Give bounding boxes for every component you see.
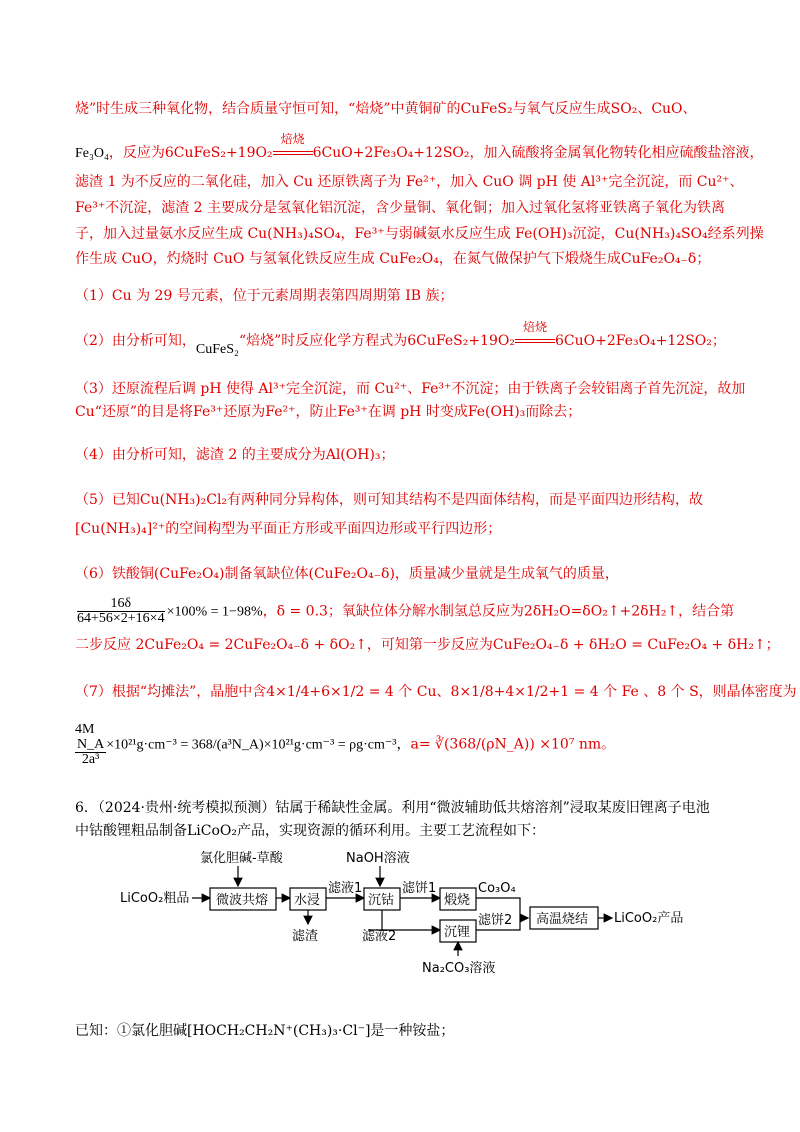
answer-2-eq-rhs: 6CuO+2Fe₃O₄+12SO₂； xyxy=(554,333,726,349)
answer-2-eq-lhs: “焙烧”时反应化学方程式为6CuFeS₂+19O₂ xyxy=(238,333,515,349)
mass-fraction: $\frac{16\delta}{64+56\times 2+16\times 4}$ xyxy=(77,596,165,626)
label-residue: 滤渣 xyxy=(292,929,319,944)
intro-line-6: 作生成 CuO，灼烧时 CuO 与氢氧化铁反应生成 CuFe₂O₄，在氮气做保护气下煅烧生成CuFe₂O₄₋δ； xyxy=(75,251,711,267)
lattice-parameter: a= ∛(368/(ρN_A)) ×10⁷ nm。 xyxy=(410,736,616,753)
label-cobalt-precip: 沉钴 xyxy=(368,893,395,908)
reagent-na2co3: Na₂CO₃溶液 xyxy=(422,961,496,976)
density-equation: ×10²¹g·cm⁻³ = 368/(a³N_A)×10²¹g·cm⁻³ = ρg·cm⁻³， xyxy=(106,737,411,753)
answer-3-line-1: （3）还原流程后调 pH 使得 Al³⁺完全沉淀，而 Cu²⁺、Fe³⁺不沉淀；由于铁离子会较铝离子首先沉淀，故加 xyxy=(75,381,746,397)
fe3o4-formula: Fe₃O₄ xyxy=(75,146,109,161)
answer-6-line-3: 二步反应 2CuFe₂O₄ = 2CuFe₂O₄₋δ + δO₂↑，可知第一步反应为CuFe₂O₄₋δ + δH₂O = CuFe₂O₄ + δH₂↑； xyxy=(75,637,780,653)
label-cake1: 滤饼1 xyxy=(402,881,437,896)
answer-3-line-2: Cu“还原”的目是将Fe³⁺还原为Fe²⁺，防止Fe³⁺在调 pH 时变成Fe(OH)₃而除去； xyxy=(75,404,582,420)
intro-line-1: 烧”时生成三种氧化物，结合质量守恒可知，“焙烧”中黄铜矿的CuFeS₂与氧气反应生成SO₂、CuO、 xyxy=(75,101,697,117)
answer-4: （4）由分析可知，滤渣 2 的主要成分为Al(OH)₃； xyxy=(75,447,395,463)
answer-5-line-1: （5）已知Cu(NH₃)₂Cl₂有两种同分异构体，则可知其结构不是四面体结构，而是平面四边形结构，故 xyxy=(75,492,704,508)
intro-line-2 xyxy=(75,132,764,165)
answer-6-line-2 xyxy=(75,597,735,626)
answer-2-lead: （2）由分析可知， xyxy=(75,333,196,349)
label-calcine: 煅烧 xyxy=(444,893,471,908)
label-filtrate1: 滤液1 xyxy=(328,881,363,896)
cufes2-formula: CuFeS₂ xyxy=(195,342,239,357)
question-6-line-1: 6．（2024·贵州·统考模拟预测）钴属于稀缺性金属。利用“微波辅助低共熔溶剂”浸取某废旧锂离子电池 xyxy=(75,800,710,816)
answer-5-line-2: [Cu(NH₃)₄]²⁺的空间构型为平面正方形或平面四边形或平行四边形； xyxy=(75,521,502,537)
label-filtrate2: 滤液2 xyxy=(362,929,397,944)
label-co3o4: Co₃O₄ xyxy=(478,881,516,896)
label-product: LiCoO₂产品 xyxy=(614,911,684,926)
answer-1: （1）Cu 为 29 号元素，位于元素周期表第四周期第 IB 族； xyxy=(75,288,454,304)
intro-reaction-rhs: 6CuO+2Fe₃O₄+12SO₂，加入硫酸将金属氧化物转化相应硫酸盐溶液， xyxy=(312,145,764,161)
answer-7-line-2 xyxy=(75,722,735,772)
process-flow-diagram xyxy=(110,848,710,978)
intro-line-5: 子，加入过量氨水反应生成 Cu(NH₃)₄SO₄，Fe³⁺与弱碱氨水反应生成 Fe(OH)₃沉淀，Cu(NH₃)₄SO₄经系列操 xyxy=(75,226,764,242)
label-water-leach: 水浸 xyxy=(294,893,321,908)
intro-line-3: 滤渣 1 为不反应的二氧化硅，加入 Cu 还原铁离子为 Fe²⁺，加入 CuO 调 pH 使 Al³⁺完全沉淀，而 Cu²⁺、 xyxy=(75,174,744,190)
reagent-choline-oxalic: 氯化胆碱-草酸 xyxy=(200,851,283,866)
mass-fraction-rest: ×100% = 1−98% xyxy=(166,604,263,620)
answer-7-line-1: （7）根据“均摊法”，晶胞中含4×1/4+6×1/2 = 4 个 Cu、8×1/8+4×1/2+1 = 4 个 Fe 、8 个 S，则晶体密度为 xyxy=(75,684,797,700)
label-cake2: 滤饼2 xyxy=(478,913,513,928)
roast-condition: 焙烧 xyxy=(273,142,313,164)
delta-value: ，δ = 0.3；氧缺位体分解水制氢总反应为2δH₂O=δO₂↑+2δH₂↑，结合第 xyxy=(262,603,735,620)
answer-6-line-1: （6）铁酸铜(CuFe₂O₄)制备氧缺位体(CuFe₂O₄₋δ)，质量减少量就是生成氧气的质量， xyxy=(75,566,619,582)
density-fraction: 4M $\frac{N\_A}{\text{2a³}}$ xyxy=(75,722,105,767)
answer-2 xyxy=(75,320,735,357)
label-sintering: 高温烧结 xyxy=(536,912,589,927)
answer-2-condition: 焙烧 xyxy=(515,330,555,352)
intro-line-4: Fe³⁺不沉淀，滤渣 2 主要成分是氢氧化铝沉淀，含少量铜、氧化铜；加入过氧化氢将亚铁离子氧化为铁离 xyxy=(75,200,726,216)
feed-licoo2: LiCoO₂粗品 xyxy=(120,891,190,906)
label-microwave-melt: 微波共熔 xyxy=(216,893,269,908)
label-lithium-precip: 沉锂 xyxy=(444,925,471,940)
question-6-line-2: 中钴酸锂粗品制备LiCoO₂产品，实现资源的循环利用。主要工艺流程如下： xyxy=(75,823,546,839)
given-line-1: 已知：①氯化胆碱[HOCH₂CH₂N⁺(CH₃)₃·Cl⁻]是一种铵盐； xyxy=(75,1023,455,1039)
reagent-naoh: NaOH溶液 xyxy=(346,851,410,866)
intro-reaction-lhs: ，反应为6CuFeS₂+19O₂ xyxy=(108,145,273,161)
